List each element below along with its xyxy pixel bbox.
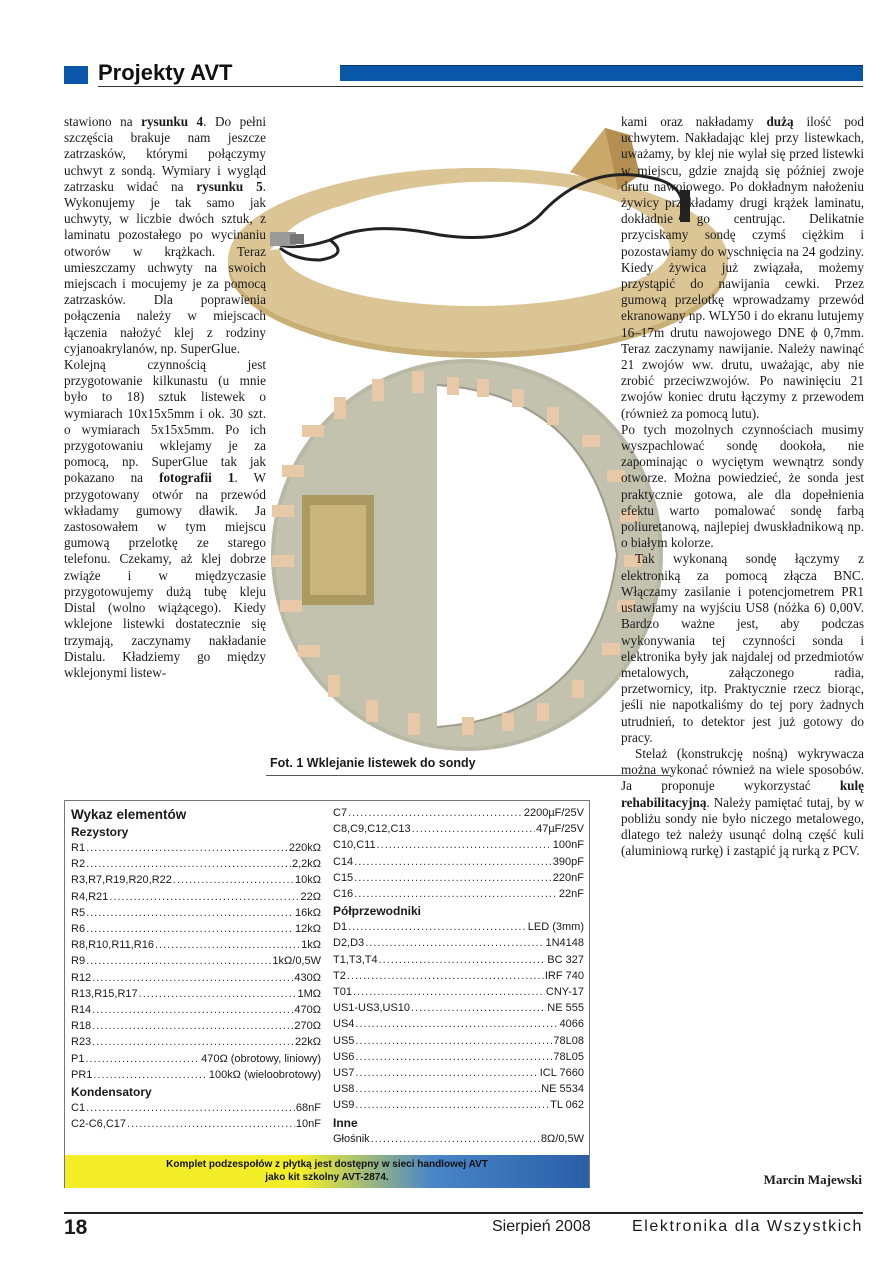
left-text-column: [64, 114, 266, 681]
dot-leader: [348, 919, 527, 935]
part-value: 22Ω: [300, 890, 321, 903]
parts-row: [333, 968, 584, 984]
kit-availability-banner: [65, 1155, 589, 1188]
parts-row: [71, 1116, 321, 1132]
part-value: NE 555: [547, 1002, 584, 1015]
part-ref: R12: [71, 971, 92, 984]
part-ref: R5: [71, 906, 86, 919]
dot-leader: [86, 953, 271, 969]
part-value: 1kΩ: [301, 939, 321, 952]
part-ref: C7: [333, 807, 348, 819]
part-value: 470Ω: [294, 1004, 321, 1017]
parts-row: [333, 854, 584, 870]
part-ref: D2,D3: [333, 937, 365, 950]
parts-category: Kondensatory: [71, 1085, 152, 1100]
part-ref: C15: [333, 871, 354, 884]
part-ref: US9: [333, 1099, 355, 1112]
dot-leader: [371, 1131, 540, 1147]
banner-line-2: jako kit szkolny AVT-2874.: [265, 1172, 389, 1183]
photo-caption: Fot. 1 Wklejanie listewek do sondy: [270, 756, 476, 770]
dot-leader: [354, 886, 558, 902]
parts-row: [71, 856, 321, 872]
paragraph: Kolejną czynnością jest przygotowanie kilkunastu (u mnie było to 18) sztuk listewek o wymiarach 10x15x5mm i ok. 30 szt. o wymiarach 5x15x5mm. Po ich przygotowaniu wklejamy je za pomocą, np. SuperGlue tak jak pokazano na fotografii 1. W przygotowany otwór na przewód wkładamy gumowy dławik. Ja zastosowałem w tym miejscu gumową przelotkę ze starego telefonu. Czekamy, aż klej dobrze zwiąże i w międzyczasie przygotowujemy dużą tubę kleju Distal (wolno wiążącego). Kiedy wklejone listewki dostatecznie się trzymają, zaczynamy nakładanie Distalu. Kładziemy go między wklejonymi listew-: [64, 357, 266, 680]
part-ref: US8: [333, 1083, 355, 1096]
dot-leader: [92, 970, 293, 986]
parts-row: [333, 837, 584, 853]
part-value: 12kΩ: [295, 923, 321, 936]
part-ref: C8,C9,C12,C13: [333, 823, 411, 836]
dot-leader: [86, 921, 294, 937]
part-value: 10kΩ: [295, 874, 321, 887]
dot-leader: [353, 984, 545, 1000]
dot-leader: [355, 1016, 558, 1032]
dot-leader: [355, 1081, 540, 1097]
parts-row: [71, 953, 321, 969]
dot-leader: [155, 937, 300, 953]
parts-row: [71, 1051, 321, 1067]
dot-leader: [92, 1034, 294, 1050]
parts-row: [71, 986, 321, 1002]
part-value: 1kΩ/0,5W: [272, 955, 321, 968]
part-ref: P1: [71, 1052, 85, 1065]
dot-leader: [348, 805, 523, 821]
caption-rule: [266, 775, 671, 776]
dot-leader: [365, 935, 544, 951]
parts-row: [333, 821, 584, 837]
part-value: 1N4148: [545, 937, 584, 950]
part-ref: R1: [71, 842, 86, 854]
part-value: 22kΩ: [295, 1036, 321, 1049]
parts-row: [333, 984, 584, 1000]
part-value: BC 327: [547, 953, 584, 966]
magazine-name: Elektronika dla Wszystkich: [632, 1218, 863, 1235]
part-ref: R4,R21: [71, 890, 109, 903]
dot-leader: [92, 1002, 293, 1018]
part-value: 220kΩ: [288, 842, 321, 854]
dot-leader: [86, 856, 291, 872]
dot-leader: [354, 870, 552, 886]
dot-leader: [127, 1116, 295, 1132]
part-value: 1MΩ: [297, 987, 321, 1000]
parts-row: [71, 937, 321, 953]
part-ref: C2-C6,C17: [71, 1118, 127, 1131]
part-ref: R9: [71, 955, 86, 968]
parts-row: [333, 1131, 584, 1147]
part-ref: R18: [71, 1020, 92, 1033]
part-value: IRF 740: [544, 969, 584, 982]
dot-leader: [347, 968, 544, 984]
parts-row: [71, 840, 321, 856]
part-ref: R6: [71, 923, 86, 936]
part-value: 2,2kΩ: [291, 858, 321, 871]
part-ref: US7: [333, 1067, 355, 1080]
dot-leader: [86, 1100, 295, 1116]
parts-row: [333, 935, 584, 951]
parts-row: [71, 1002, 321, 1018]
parts-row: [71, 1034, 321, 1050]
footer-rule: [64, 1212, 863, 1214]
part-value: 47µF/25V: [536, 823, 584, 836]
header-bar: [340, 65, 863, 81]
part-value: 10nF: [295, 1118, 321, 1131]
part-ref: US5: [333, 1034, 355, 1047]
parts-column-1: [65, 801, 327, 1132]
part-value: NE 5534: [541, 1083, 584, 1096]
part-value: 78L05: [553, 1050, 584, 1063]
part-value: 2200µF/25V: [523, 807, 584, 819]
part-value: 78L08: [553, 1034, 584, 1047]
dot-leader: [86, 905, 294, 921]
parts-row: [333, 1065, 584, 1081]
part-value: ICL 7660: [539, 1067, 584, 1080]
part-ref: T01: [333, 986, 352, 999]
part-ref: R3,R7,R19,R20,R22: [71, 874, 172, 887]
parts-row: [333, 805, 584, 821]
part-ref: C1: [71, 1102, 86, 1115]
parts-row: [71, 1067, 321, 1083]
part-value: 22nF: [558, 888, 584, 901]
parts-category: Półprzewodniki: [333, 904, 422, 919]
paragraph: kami oraz nakładamy dużą ilość pod uchwytem. Nakładając klej przy listewkach, uważamy, by klej nie wylał się przed listewki w miejscu, gdzie znajdą się później zwoje drutu nawojowego. Po dokładnym nałożeniu żywicy przykładamy drugi krążek laminatu, dokładnie go centrując. Delikatnie przyciskamy sondę czymś ciężkim i pozostawiamy do wyschnięcia na 24 godziny. Kiedy żywica już związała, możemy przystąpić do nawijania cewki. Przez gumową przelotkę wprowadzamy przewód ekranowany np. WLY50 i do ekranu lutujemy 16–17m drutu nawojowego DNE ϕ 0,7mm. Teraz zaczynamy nawijanie. Należy nawinąć 21 zwojów ww. drutu, uważając, aby nie zrobić przeciwzwojów. Po nawinięciu 21 zwojów koniec drutu łączymy z przewodem (również za pomocą lutu).: [621, 114, 864, 421]
parts-row: [333, 1081, 584, 1097]
parts-row: [71, 970, 321, 986]
parts-row: [71, 1018, 321, 1034]
section-header: [64, 60, 863, 90]
part-ref: T1,T3,T4: [333, 953, 378, 966]
parts-row: [71, 872, 321, 888]
dot-leader: [354, 854, 552, 870]
dot-leader: [355, 1065, 538, 1081]
header-rule: [98, 86, 863, 87]
parts-row: [71, 905, 321, 921]
right-text-column: [621, 114, 864, 859]
parts-row: [71, 1100, 321, 1116]
parts-row: [71, 921, 321, 937]
parts-row: [333, 870, 584, 886]
part-value: 100kΩ (wieloobrotowy): [208, 1068, 321, 1081]
part-value: 16kΩ: [295, 906, 321, 919]
parts-row: [333, 1049, 584, 1065]
parts-heading: Wykaz elementów: [71, 807, 187, 822]
banner-line-1: Komplet podzespołów z płytką jest dostępny w sieci handlowej AVT: [166, 1159, 488, 1170]
parts-category: Inne: [333, 1115, 358, 1130]
parts-row: [333, 952, 584, 968]
part-value: 100nF: [552, 839, 584, 852]
part-ref: Głośnik: [333, 1132, 370, 1145]
part-value: 430Ω: [294, 971, 321, 984]
parts-row: [333, 1016, 584, 1032]
parts-category: Rezystory: [71, 825, 129, 839]
part-value: LED (3mm): [527, 921, 584, 934]
part-value: 390pF: [552, 855, 584, 868]
parts-column-2: [327, 801, 590, 1147]
paragraph: Stelaż (konstrukcję nośną) wykrywacza można wykonać również na wiele sposobów. Ja proponuje wykorzystać kulę rehabilitacyjną. Należy pamiętać tutaj, by w pobliżu sondy nie było niczego metalowego, dlatego też należy usunąć dolną część kuli (aluminiową rurkę) i zastąpić ją rurką z PCV.: [621, 745, 864, 859]
parts-row: [333, 1033, 584, 1049]
paragraph: stawiono na rysunku 4. Do pełni szczęścia brakuje nam jeszcze zatrzasków, którymi połączymy uchwyt z sondą. Wymiary i wygląd zatrzasku widać na rysunku 5. Wykonujemy je tak samo jak uchwyty, w liczbie dwóch sztuk, z laminatu pozostałego po wycinaniu otworów w krążkach. Teraz umieszczamy uchwyty na swoich miejscach i mocujemy je za pomocą zatrzasków. Dla poprawienia połączenia należy w miejscach łączenia nałożyć klej z rodziny cyjanoakrylanów, np. SuperGlue.: [64, 114, 266, 356]
part-value: 4066: [559, 1018, 584, 1031]
part-ref: T2: [333, 969, 346, 982]
part-value: 270Ω: [294, 1020, 321, 1033]
parts-row: [71, 889, 321, 905]
dot-leader: [109, 889, 299, 905]
author-name: Marcin Majewski: [763, 1172, 862, 1187]
part-ref: R13,R15,R17: [71, 987, 138, 1000]
part-value: 8Ω/0,5W: [540, 1132, 584, 1145]
parts-row: [333, 919, 584, 935]
parts-list-box: [64, 800, 590, 1188]
part-value: CNY-17: [545, 986, 584, 999]
dot-leader: [412, 821, 535, 837]
part-ref: US6: [333, 1050, 355, 1063]
dot-leader: [92, 1018, 293, 1034]
part-ref: R2: [71, 858, 86, 871]
part-value: 220nF: [552, 871, 584, 884]
part-value: 470Ω (obrotowy, liniowy): [201, 1052, 321, 1065]
dot-leader: [86, 840, 288, 856]
dot-leader: [355, 1049, 552, 1065]
part-ref: US1-US3,US10: [333, 1002, 411, 1015]
part-ref: R14: [71, 1004, 92, 1017]
page-number: 18: [64, 1216, 88, 1239]
dot-leader: [85, 1051, 200, 1067]
section-title: Projekty AVT: [98, 60, 233, 85]
part-ref: C10,C11: [333, 839, 376, 852]
dot-leader: [355, 1033, 552, 1049]
part-ref: D1: [333, 921, 348, 934]
parts-row: [333, 1000, 584, 1016]
part-ref: C16: [333, 888, 354, 901]
part-ref: PR1: [71, 1068, 93, 1081]
dot-leader: [377, 837, 552, 853]
header-square: [64, 66, 88, 84]
part-value: 68nF: [295, 1102, 321, 1115]
dot-leader: [355, 1097, 549, 1113]
parts-row: [333, 1097, 584, 1113]
dot-leader: [93, 1067, 207, 1083]
dot-leader: [173, 872, 294, 888]
part-value: TL 062: [550, 1099, 584, 1112]
part-ref: R23: [71, 1036, 92, 1049]
issue-date: Sierpień 2008: [492, 1218, 591, 1235]
dot-leader: [379, 952, 547, 968]
probe-strips-photo: [262, 355, 672, 755]
part-ref: R8,R10,R11,R16: [71, 939, 154, 952]
paragraph: Po tych mozolnych czynnościach musimy wyszpachlować sondę dookoła, nie zapominając o wyciętym wewnątrz sondy otworze. Można powiedzieć, że sonda jest praktycznie gotowa, ale dla dopełnienia efektu warto pomalować sondę farbą poliuretanową, najlepiej dwuskładnikową np. o białym kolorze.: [621, 421, 864, 551]
parts-row: [333, 886, 584, 902]
paragraph: Tak wykonaną sondę łączymy z elektroniką za pomocą złącza BNC. Włączamy zasilanie i potencjometrem PR1 ustawiamy na wyjściu US8 (nóżka 6) 0,00V. Bardzo ważne jest, aby podczas wykonywania tej czynności sonda i elektronika były jak najdalej od przedmiotów metalowych, załączonego radia, przetwornicy, itp. Praktycznie rzecz biorąc, jeśli nie napotkaliśmy do tej pory żadnych utrudnień, to detektor jest już gotowy do pracy.: [621, 551, 864, 745]
dot-leader: [139, 986, 297, 1002]
part-ref: C14: [333, 855, 354, 868]
part-ref: US4: [333, 1018, 355, 1031]
dot-leader: [411, 1000, 546, 1016]
